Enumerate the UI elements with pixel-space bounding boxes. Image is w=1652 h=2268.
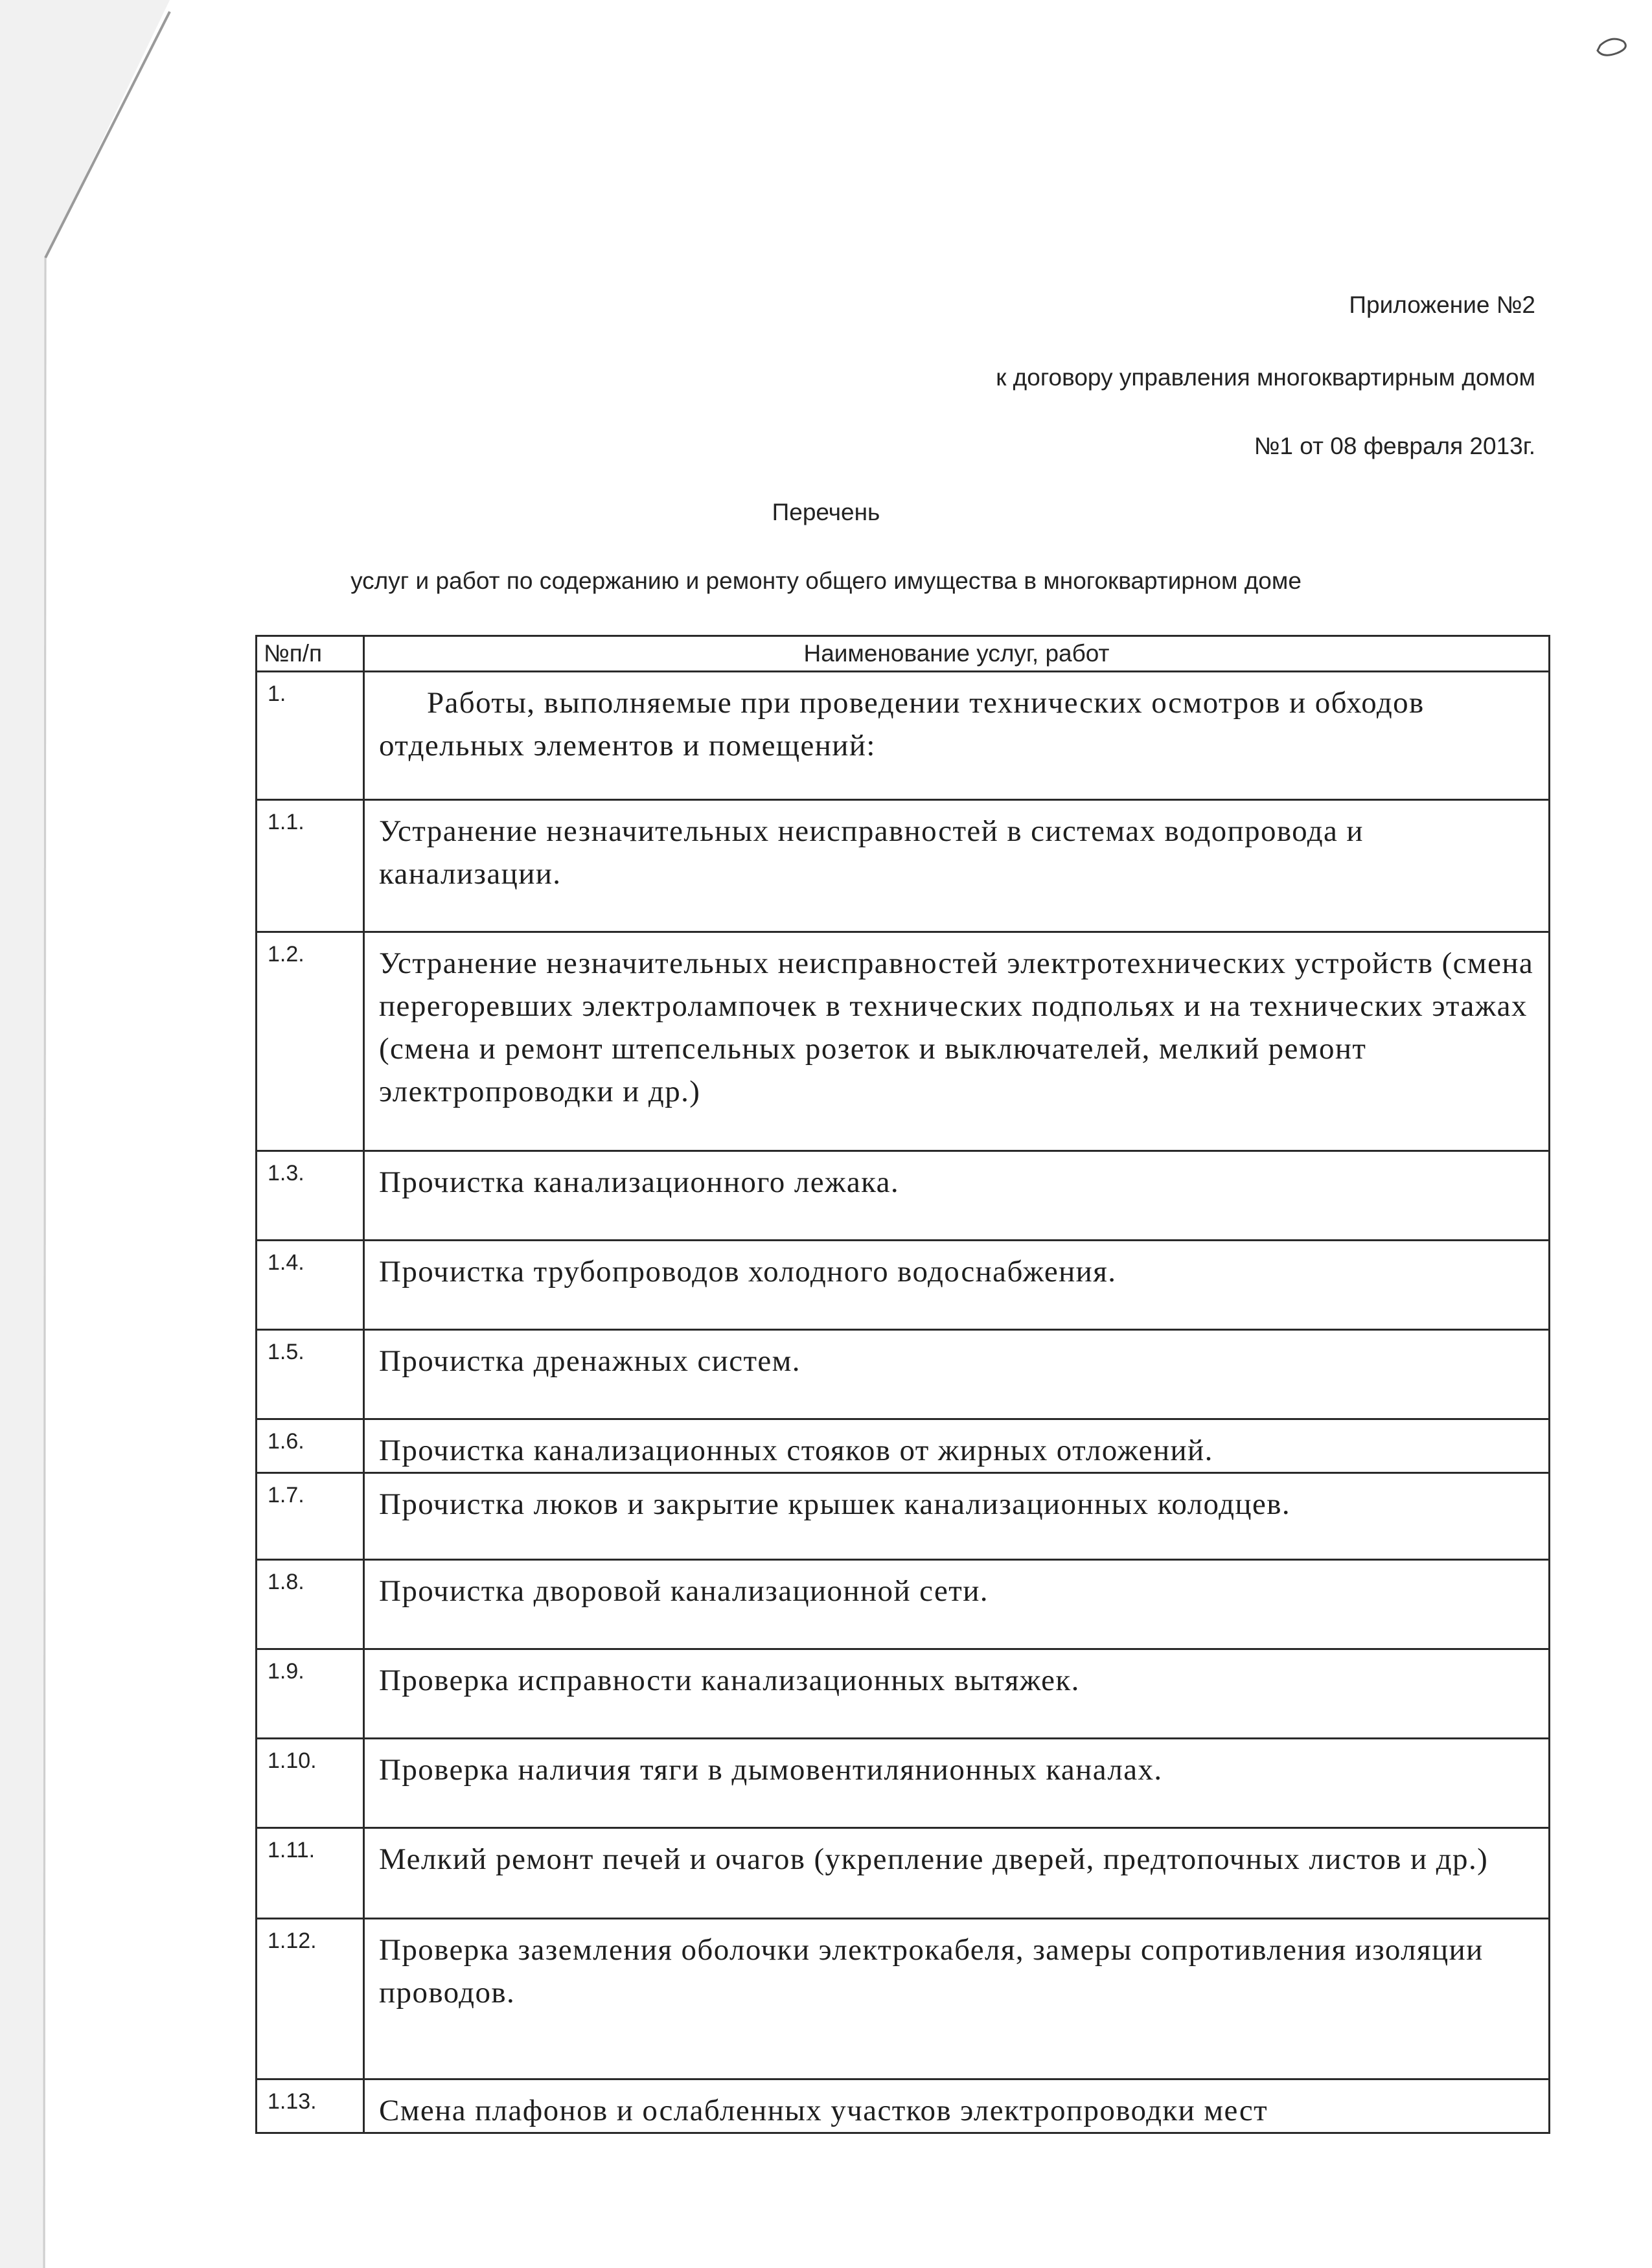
- row-text: Проверка заземления оболочки электрокабеля, замеры сопротивления изоляции проводов.: [364, 1919, 1550, 2079]
- contract-number: №1 от 08 февраля 2013г.: [1254, 433, 1535, 459]
- row-text: Прочистка трубопроводов холодного водоснабжения.: [364, 1241, 1550, 1330]
- document-title: Перечень: [772, 499, 880, 525]
- table-row: [257, 2079, 1550, 2133]
- row-text: Мелкий ремонт печей и очагов (укрепление дверей, предтопочных листов и др.): [364, 1828, 1550, 1919]
- row-number: 1.12.: [257, 1919, 364, 2079]
- document-subtitle: услуг и работ по содержанию и ремонту общего имущества в многоквартирном доме: [350, 567, 1302, 594]
- row-text: Работы, выполняемые при проведении технических осмотров и обходов отдельных элементов и помещений:: [364, 672, 1550, 800]
- row-number: 1.13.: [257, 2079, 364, 2133]
- row-text: Прочистка канализационного лежака.: [364, 1151, 1550, 1241]
- table-row: [257, 1739, 1550, 1828]
- row-number: 1.6.: [257, 1419, 364, 1473]
- row-text: Прочистка канализационных стояков от жирных отложений.: [364, 1419, 1550, 1473]
- table-row: [257, 1151, 1550, 1241]
- table-row: [257, 1419, 1550, 1473]
- table-row: [257, 1330, 1550, 1419]
- table-row: [257, 932, 1550, 1151]
- row-number: 1.2.: [257, 932, 364, 1151]
- column-header-number: №п/п: [257, 636, 364, 672]
- services-table: [255, 635, 1550, 2134]
- row-text: Устранение незначительных неисправностей электротехнических устройств (смена перегоревших электролампочек в технических подпольях и на технических этажах (смена и ремонт штепсельных розеток и выключателей, мелкий ремонт электропроводки и др.): [364, 932, 1550, 1151]
- row-number: 1.8.: [257, 1560, 364, 1649]
- table-row: [257, 800, 1550, 932]
- row-number: 1.5.: [257, 1330, 364, 1419]
- row-number: 1.7.: [257, 1473, 364, 1560]
- table-row: [257, 672, 1550, 800]
- row-text: Смена плафонов и ослабленных участков электропроводки мест: [364, 2079, 1550, 2133]
- table-row: [257, 1828, 1550, 1919]
- appendix-label: Приложение №2: [1349, 292, 1535, 318]
- table-row: [257, 1919, 1550, 2079]
- row-text: Проверка исправности канализационных вытяжек.: [364, 1649, 1550, 1739]
- table-row: [257, 1473, 1550, 1560]
- row-number: 1.4.: [257, 1241, 364, 1330]
- table-header-row: [257, 636, 1550, 672]
- row-number: 1.11.: [257, 1828, 364, 1919]
- row-text: Прочистка дренажных систем.: [364, 1330, 1550, 1419]
- row-number: 1.3.: [257, 1151, 364, 1241]
- row-number: 1.: [257, 672, 364, 800]
- row-number: 1.10.: [257, 1739, 364, 1828]
- table-row: [257, 1560, 1550, 1649]
- row-number: 1.1.: [257, 800, 364, 932]
- row-text: Прочистка дворовой канализационной сети.: [364, 1560, 1550, 1649]
- row-text: Прочистка люков и закрытие крышек канализационных колодцев.: [364, 1473, 1550, 1560]
- table-row: [257, 1241, 1550, 1330]
- row-number: 1.9.: [257, 1649, 364, 1739]
- table-row: [257, 1649, 1550, 1739]
- row-text: Устранение незначительных неисправностей в системах водопровода и канализации.: [364, 800, 1550, 932]
- column-header-name: Наименование услуг, работ: [364, 636, 1550, 672]
- contract-reference: к договору управления многоквартирным домом: [996, 364, 1535, 391]
- row-text: Проверка наличия тяги в дымовентилянионных каналах.: [364, 1739, 1550, 1828]
